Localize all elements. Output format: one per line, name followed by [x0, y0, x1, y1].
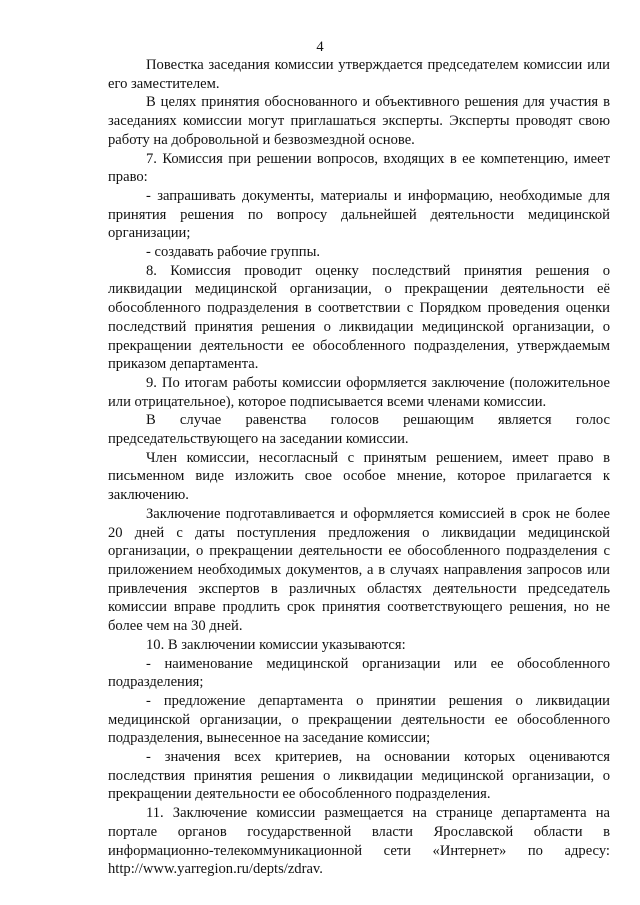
paragraph-rights-intro: 7. Комиссия при решении вопросов, входящих в ее компетенцию, имеет право:: [108, 150, 610, 186]
page-number: 4: [316, 39, 324, 55]
paragraph-experts: В целях принятия обоснованного и объективного решения для участия в заседаниях комиссии могут приглашаться эксперты. Эксперты проводят свою работу на добровольной и безвозмездной основе.: [108, 94, 610, 148]
list-item-criteria-values: - значения всех критериев, на основании которых оцениваются последствия принятия решения о ликвидации медицинской организации, о прекращении деятельности ее обособленного подразделения.: [108, 749, 610, 803]
paragraph-dissent: Член комиссии, несогласный с принятым решением, имеет право в письменном виде изложить свое особое мнение, которое прилагается к заключению.: [108, 449, 610, 504]
paragraph-assessment: 8. Комиссия проводит оценку последствий принятия решения о ликвидации медицинской организации, о прекращении деятельности её обособленного подразделения в соответствии с Порядком проведения оценки последствий принятия решения о ликвидации медицинской организации, о прекращении деятельности ее обособленного подразделения, утверждаемым приказом департамента.: [108, 262, 610, 373]
document-body: [108, 56, 610, 879]
paragraph-deadline: Заключение подготавливается и оформляется комиссией в срок не более 20 дней с даты поступления предложения о ликвидации медицинской организации, о прекращении деятельности ее обособленного подразделения с приложением необходимых документов, а в случаях направления запросов или привлечения экспертов в различных областях деятельности председатель комиссии вправе продлить срок принятия соответствующего решения, но не более чем на 30 дней.: [108, 505, 610, 635]
list-item-organization-name: - наименование медицинской организации или ее обособленного подразделения;: [108, 655, 610, 691]
list-item-request-documents: - запрашивать документы, материалы и информацию, необходимые для принятия решения по вопросу дальнейшей деятельности медицинской организации;: [108, 187, 610, 242]
paragraph-conclusion-signing: 9. По итогам работы комиссии оформляется заключение (положительное или отрицательное), которое подписывается всеми членами комиссии.: [108, 374, 610, 410]
paragraph-agenda: Повестка заседания комиссии утверждается председателем комиссии или его заместителем.: [108, 57, 610, 92]
list-item-department-proposal: - предложение департамента о принятии решения о ликвидации медицинской организации, о прекращении деятельности ее обособленного подразделения, вынесенное на заседание комиссии;: [108, 692, 610, 747]
paragraph-publication: 11. Заключение комиссии размещается на странице департамента на портале органов государственной власти Ярославской области в информационно-телекоммуникационной сети «Интернет» по адресу: http://www.yarregion.ru/depts/zdrav.: [108, 805, 610, 878]
list-item-working-groups: - создавать рабочие группы.: [146, 244, 321, 261]
paragraph-conclusion-contents: 10. В заключении комиссии указываются:: [146, 636, 406, 653]
paragraph-tie-vote: В случае равенства голосов решающим является голос председательствующего на заседании комиссии.: [108, 412, 610, 448]
